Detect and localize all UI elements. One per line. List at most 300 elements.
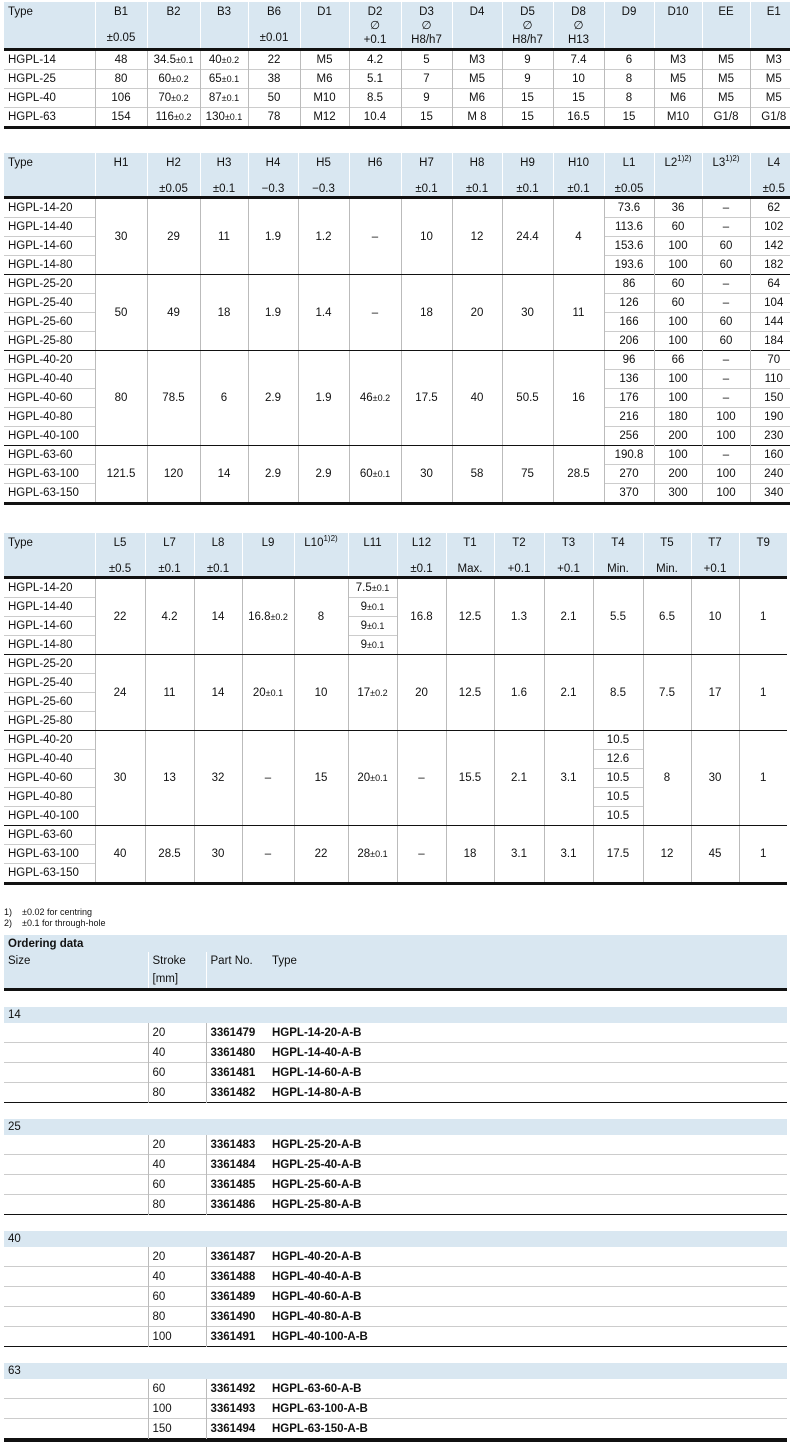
- table-cell: 1.9: [248, 275, 298, 351]
- table-row: [4, 826, 787, 845]
- table-cell: 166: [604, 313, 654, 332]
- header-cell: B1 ±0.05: [95, 2, 147, 50]
- table-cell: 18: [200, 275, 248, 351]
- table-cell: 78.5: [147, 351, 200, 446]
- table-cell: [348, 636, 397, 655]
- header-label: H8: [470, 157, 485, 169]
- table-cell: M5: [750, 70, 790, 89]
- table-cell: 102: [750, 218, 790, 237]
- size-empty: [4, 1195, 148, 1215]
- stroke-cell: 80: [148, 1083, 206, 1103]
- table-cell: [147, 108, 200, 128]
- dimension-value: –: [265, 848, 271, 860]
- table-cell: M5: [702, 70, 750, 89]
- header-label: L4: [767, 157, 780, 169]
- table-cell: [242, 826, 294, 884]
- ordering-row: [4, 1195, 787, 1215]
- table-cell: 10.5: [593, 788, 643, 807]
- ordering-column-header-row: [4, 952, 787, 990]
- table3-header-row: [4, 533, 787, 578]
- size-empty: [4, 1063, 148, 1083]
- table-cell: –: [397, 826, 446, 884]
- type-cell: HGPL-63-150: [4, 864, 95, 884]
- type-cell: HGPL-25-20: [4, 655, 95, 674]
- header-cell: [349, 153, 401, 198]
- type-cell: HGPL-14-60: [4, 237, 95, 256]
- type-cell: HGPL-63-60: [4, 826, 95, 845]
- table-cell: [200, 108, 248, 128]
- table-row: [4, 655, 787, 674]
- tolerance-value: ±0.1: [372, 583, 389, 593]
- ordering-title: Ordering data: [4, 935, 787, 952]
- table-cell: 4.2: [349, 50, 401, 70]
- table-cell: M5: [702, 89, 750, 108]
- part-number-cell: 3361487: [206, 1247, 268, 1267]
- table-cell: 30: [401, 446, 452, 504]
- table-cell: 150: [750, 389, 790, 408]
- table-cell: M10: [300, 89, 349, 108]
- dimension-value: 20: [357, 772, 370, 784]
- header-tolerance: −0.3: [299, 182, 349, 196]
- header-cell: D10: [654, 2, 702, 50]
- dimension-value: 34.5: [154, 54, 176, 66]
- table-cell: 8: [604, 70, 654, 89]
- header-cell: D9: [604, 2, 654, 50]
- table-cell: 15: [294, 731, 348, 826]
- tolerance-value: ±0.1: [222, 74, 239, 84]
- dimension-value: 65: [209, 73, 222, 85]
- header-cell: [4, 153, 95, 198]
- table-cell: 100: [702, 484, 750, 504]
- ordering-row: [4, 1043, 787, 1063]
- table-cell: 240: [750, 465, 790, 484]
- table-cell: 60: [702, 313, 750, 332]
- table-cell: 10.5: [593, 731, 643, 750]
- table-cell: 11: [553, 275, 604, 351]
- table-cell: [348, 655, 397, 731]
- table-cell: 176: [604, 389, 654, 408]
- part-number-cell: 3361490: [206, 1307, 268, 1327]
- header-label: L2: [664, 157, 677, 169]
- table-cell: M5: [452, 70, 502, 89]
- column-stroke: Stroke [mm]: [148, 952, 206, 990]
- part-number-cell: 3361489: [206, 1287, 268, 1307]
- type-code-cell: HGPL-25-40-A-B: [268, 1155, 787, 1175]
- table-cell: 10: [691, 578, 739, 655]
- header-cell: [294, 533, 348, 578]
- type-cell: HGPL-40-100: [4, 427, 95, 446]
- header-label: H7: [419, 157, 434, 169]
- header-cell: EE: [702, 2, 750, 50]
- table-cell: 5.5: [593, 578, 643, 655]
- header-label: H3: [217, 157, 232, 169]
- header-cell: [643, 533, 691, 578]
- table-cell: 230: [750, 427, 790, 446]
- table-cell: 15: [401, 108, 452, 128]
- table-cell: 8.5: [349, 89, 401, 108]
- stroke-cell: 40: [148, 1267, 206, 1287]
- table-cell: 49: [147, 275, 200, 351]
- table-cell: 10.5: [593, 807, 643, 826]
- table-cell: M6: [452, 89, 502, 108]
- table-cell: 12.5: [446, 655, 494, 731]
- table-cell: 2.9: [298, 446, 349, 504]
- table-cell: 3.1: [494, 826, 544, 884]
- header-label: Type: [8, 537, 33, 549]
- table-cell: 190: [750, 408, 790, 427]
- table-cell: M6: [654, 89, 702, 108]
- table-cell: 16.8: [397, 578, 446, 655]
- table-cell: 5.1: [349, 70, 401, 89]
- table-cell: 11: [200, 198, 248, 275]
- header-cell: [604, 153, 654, 198]
- part-number-cell: 3361488: [206, 1267, 268, 1287]
- table-cell: 300: [654, 484, 702, 504]
- table-cell: M3: [452, 50, 502, 70]
- header-cell: [739, 533, 787, 578]
- header-tolerance: ±0.5: [96, 562, 145, 576]
- header-tolerance: Min.: [644, 562, 691, 576]
- footnote-ref: 1)2): [677, 154, 691, 163]
- part-number-cell: 3361485: [206, 1175, 268, 1195]
- table-cell: 190.8: [604, 446, 654, 465]
- part-number-cell: 3361480: [206, 1043, 268, 1063]
- stroke-cell: 40: [148, 1155, 206, 1175]
- size-empty: [4, 1379, 148, 1399]
- table-cell: M 8: [452, 108, 502, 128]
- type-code-cell: HGPL-14-80-A-B: [268, 1083, 787, 1103]
- header-cell: [145, 533, 194, 578]
- header-cell: [4, 533, 95, 578]
- dimension-value: 60: [158, 73, 171, 85]
- table-cell: 5: [401, 50, 452, 70]
- type-cell: HGPL-40-100: [4, 807, 95, 826]
- table-cell: 24.4: [502, 198, 553, 275]
- dimension-value: –: [372, 307, 378, 319]
- type-cell: HGPL-14-20: [4, 198, 95, 218]
- table-cell: 78: [248, 108, 300, 128]
- table-cell: 4: [553, 198, 604, 275]
- table-cell: 340: [750, 484, 790, 504]
- ordering-row: [4, 1399, 787, 1419]
- header-cell: [401, 153, 452, 198]
- stroke-cell: 20: [148, 1135, 206, 1155]
- stroke-cell: 60: [148, 1287, 206, 1307]
- table-cell: –: [702, 275, 750, 294]
- table-cell: 15.5: [446, 731, 494, 826]
- size-empty: [4, 1135, 148, 1155]
- table-cell: 60: [702, 332, 750, 351]
- table-cell: [349, 446, 401, 504]
- size-empty: [4, 1083, 148, 1103]
- table-cell: [242, 578, 294, 655]
- table-cell: 8.5: [593, 655, 643, 731]
- header-tolerance: ±0.1: [398, 562, 446, 576]
- tolerance-value: ±0.2: [373, 393, 390, 403]
- dimension-value: 28: [357, 848, 370, 860]
- table-cell: 144: [750, 313, 790, 332]
- header-tolerance: ±0.1: [453, 182, 502, 196]
- table-cell: M6: [300, 70, 349, 89]
- header-label: H10: [568, 157, 589, 169]
- table-cell: [348, 731, 397, 826]
- header-cell: [348, 533, 397, 578]
- table-cell: 60: [702, 237, 750, 256]
- tolerance-value: ±0.2: [270, 612, 287, 622]
- stroke-cell: 100: [148, 1399, 206, 1419]
- table-cell: 12.6: [593, 750, 643, 769]
- header-tolerance: ±0.1: [201, 182, 248, 196]
- spacer-cell: [4, 1215, 787, 1232]
- stroke-cell: 60: [148, 1063, 206, 1083]
- type-code-cell: HGPL-14-40-A-B: [268, 1043, 787, 1063]
- table-cell: 100: [702, 408, 750, 427]
- table-cell: 100: [654, 256, 702, 275]
- table-cell: –: [702, 446, 750, 465]
- table-row: [4, 446, 790, 465]
- table-cell: [147, 70, 200, 89]
- table-cell: 104: [750, 294, 790, 313]
- size-empty: [4, 1043, 148, 1063]
- table-cell: 136: [604, 370, 654, 389]
- dimension-value: 17: [357, 687, 370, 699]
- table-cell: 15: [502, 108, 553, 128]
- part-number-cell: 3361492: [206, 1379, 268, 1399]
- part-number-cell: 3361483: [206, 1135, 268, 1155]
- dimension-value: 16.8: [248, 611, 270, 623]
- table-cell: 206: [604, 332, 654, 351]
- type-cell: HGPL-40-40: [4, 370, 95, 389]
- group-spacer: [4, 1103, 787, 1120]
- table-cell: [200, 70, 248, 89]
- type-cell: HGPL-25-60: [4, 313, 95, 332]
- header-tolerance: +0.1: [545, 562, 593, 576]
- group-spacer: [4, 1215, 787, 1232]
- table-cell: 66: [654, 351, 702, 370]
- table-cell: –: [702, 294, 750, 313]
- table-cell: 1: [739, 578, 787, 655]
- column-part-no: Part No.: [206, 952, 268, 990]
- header-cell: [502, 153, 553, 198]
- table-cell: 100: [702, 427, 750, 446]
- header-tolerance: ±0.05: [605, 182, 654, 196]
- header-label: H4: [266, 157, 281, 169]
- spacer-cell: [4, 1347, 787, 1364]
- tolerance-value: ±0.2: [171, 93, 188, 103]
- header-label: T3: [562, 537, 575, 549]
- table-cell: 30: [194, 826, 242, 884]
- tolerance-value: ±0.1: [370, 773, 387, 783]
- dimension-value: 116: [156, 111, 174, 123]
- header-label: T5: [660, 537, 673, 549]
- size-label: 40: [4, 1231, 787, 1247]
- table-cell: 7.5: [643, 655, 691, 731]
- stroke-cell: 100: [148, 1327, 206, 1347]
- table-cell: [348, 598, 397, 617]
- part-number-cell: 3361494: [206, 1419, 268, 1439]
- table-cell: 184: [750, 332, 790, 351]
- table-cell: 22: [95, 578, 145, 655]
- footnote-ref: 1)2): [323, 534, 337, 543]
- table-cell: 2.1: [544, 655, 593, 731]
- table-cell: 2.1: [544, 578, 593, 655]
- table-cell: 100: [654, 237, 702, 256]
- type-code-cell: HGPL-63-60-A-B: [268, 1379, 787, 1399]
- type-cell: HGPL-25-20: [4, 275, 95, 294]
- header-tolerance: +0.1: [495, 562, 544, 576]
- table-cell: 7: [401, 70, 452, 89]
- table-cell: 6.5: [643, 578, 691, 655]
- dimension-value: 40: [209, 54, 222, 66]
- type-cell: HGPL-25-80: [4, 332, 95, 351]
- dimension-value: –: [265, 772, 271, 784]
- type-cell: HGPL-14-60: [4, 617, 95, 636]
- table-cell: 36: [654, 198, 702, 218]
- table-cell: 96: [604, 351, 654, 370]
- table-cell: 20: [452, 275, 502, 351]
- table-cell: 100: [702, 465, 750, 484]
- type-cell: HGPL-14-80: [4, 256, 95, 275]
- table-row: [4, 275, 790, 294]
- header-label: H9: [520, 157, 535, 169]
- table-cell: 30: [95, 731, 145, 826]
- table-cell: 15: [553, 89, 604, 108]
- table-cell: 200: [654, 427, 702, 446]
- header-cell: [553, 153, 604, 198]
- table-cell: 8: [643, 731, 691, 826]
- table-row: [4, 89, 790, 108]
- header-cell: B6 ±0.01: [248, 2, 300, 50]
- table-cell: 2.9: [248, 351, 298, 446]
- table-cell: 60: [654, 218, 702, 237]
- table-cell: 73.6: [604, 198, 654, 218]
- type-cell: HGPL-14-40: [4, 218, 95, 237]
- table-cell: 60: [654, 275, 702, 294]
- table-cell: 1.9: [298, 351, 349, 446]
- table-cell: 80: [95, 70, 147, 89]
- spacer-cell: [4, 1103, 787, 1120]
- header-cell: [702, 153, 750, 198]
- header-cell: [194, 533, 242, 578]
- table-cell: –: [702, 218, 750, 237]
- dimension-value: 46: [360, 392, 373, 404]
- stroke-cell: 150: [148, 1419, 206, 1439]
- header-tolerance: ±0.1: [195, 562, 242, 576]
- dimension-value: –: [372, 231, 378, 243]
- header-label: H6: [368, 157, 383, 169]
- ordering-row: [4, 1379, 787, 1399]
- table-cell: 10: [294, 655, 348, 731]
- size-empty: [4, 1267, 148, 1287]
- part-number-cell: 3361486: [206, 1195, 268, 1215]
- dimensions-table-1: [4, 2, 790, 129]
- table-cell: –: [397, 731, 446, 826]
- table-cell: 1.9: [248, 198, 298, 275]
- type-cell: HGPL-40-80: [4, 408, 95, 427]
- table-cell: 28.5: [145, 826, 194, 884]
- header-label: L3: [712, 157, 725, 169]
- header-cell: [494, 533, 544, 578]
- table-cell: –: [702, 351, 750, 370]
- header-cell: B3: [200, 2, 248, 50]
- size-empty: [4, 1307, 148, 1327]
- table-cell: 2.9: [248, 446, 298, 504]
- table-cell: 216: [604, 408, 654, 427]
- header-cell: D2 ∅ +0.1: [349, 2, 401, 50]
- table-cell: M5: [750, 89, 790, 108]
- table-cell: M12: [300, 108, 349, 128]
- type-cell: HGPL-63-150: [4, 484, 95, 504]
- table-cell: 28.5: [553, 446, 604, 504]
- header-cell: [248, 153, 298, 198]
- size-empty: [4, 1155, 148, 1175]
- table-row: [4, 351, 790, 370]
- table-cell: 24: [95, 655, 145, 731]
- table-cell: 270: [604, 465, 654, 484]
- column-type: Type: [268, 952, 787, 990]
- table-cell: 16: [553, 351, 604, 446]
- type-code-cell: HGPL-25-20-A-B: [268, 1135, 787, 1155]
- table-cell: [147, 50, 200, 70]
- dimension-value: 20: [253, 687, 266, 699]
- type-cell: HGPL-40-60: [4, 769, 95, 788]
- table-row: [4, 108, 790, 128]
- size-empty: [4, 1399, 148, 1419]
- header-label: T4: [611, 537, 624, 549]
- table-cell: 100: [654, 370, 702, 389]
- size-label: 25: [4, 1119, 787, 1135]
- table-cell: 17: [691, 655, 739, 731]
- header-cell: [446, 533, 494, 578]
- part-number-cell: 3361481: [206, 1063, 268, 1083]
- tolerance-value: ±0.1: [367, 640, 384, 650]
- footnotes: [4, 907, 106, 929]
- table-cell: 50.5: [502, 351, 553, 446]
- table-cell: 154: [95, 108, 147, 128]
- header-cell: [242, 533, 294, 578]
- header-tolerance: −0.3: [249, 182, 298, 196]
- column-size: Size: [4, 952, 148, 990]
- size-group-header: [4, 1231, 787, 1247]
- table-cell: M3: [654, 50, 702, 70]
- part-number-cell: 3361479: [206, 1023, 268, 1043]
- table-cell: 40: [452, 351, 502, 446]
- header-cell: E1: [750, 2, 790, 50]
- table-cell: 121.5: [95, 446, 147, 504]
- table-cell: 1: [739, 731, 787, 826]
- table-cell: 110: [750, 370, 790, 389]
- table-cell: 13: [145, 731, 194, 826]
- type-code-cell: HGPL-40-40-A-B: [268, 1267, 787, 1287]
- table-cell: 10: [401, 198, 452, 275]
- tolerance-value: ±0.1: [222, 93, 239, 103]
- table-cell: 64: [750, 275, 790, 294]
- header-tolerance: Max.: [447, 562, 494, 576]
- tolerance-value: ±0.2: [370, 688, 387, 698]
- ordering-row: [4, 1175, 787, 1195]
- type-code-cell: HGPL-40-60-A-B: [268, 1287, 787, 1307]
- header-cell: [691, 533, 739, 578]
- table1-header-row: [4, 2, 790, 50]
- dimension-value: 87: [209, 92, 222, 104]
- tolerance-value: ±0.1: [367, 602, 384, 612]
- table-cell: 3.1: [544, 826, 593, 884]
- tolerance-value: ±0.2: [171, 74, 188, 84]
- header-cell: [544, 533, 593, 578]
- table-cell: 3.1: [544, 731, 593, 826]
- tolerance-value: ±0.1: [373, 469, 390, 479]
- table-cell: 45: [691, 826, 739, 884]
